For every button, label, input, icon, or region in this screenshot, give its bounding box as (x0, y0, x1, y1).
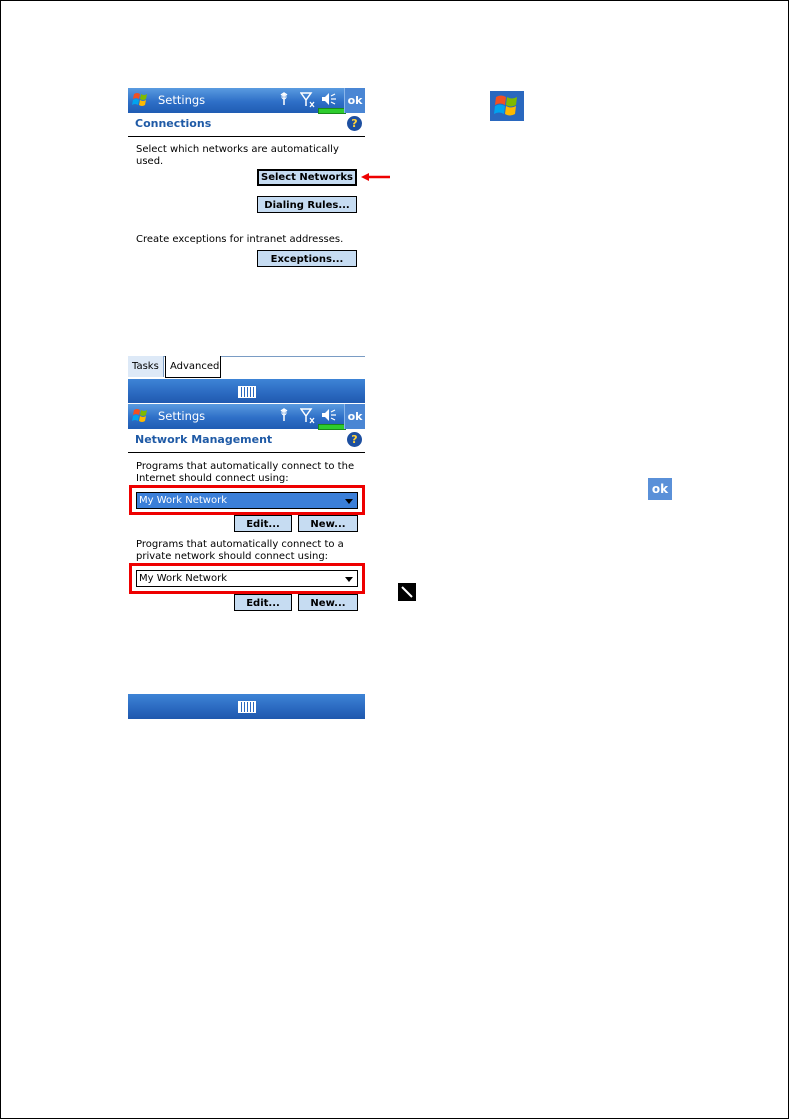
speaker-volume-icon[interactable] (321, 91, 337, 107)
tab-tasks[interactable]: Tasks (128, 356, 164, 377)
help-icon[interactable]: ? (347, 432, 362, 447)
stylus-pen-icon (398, 583, 416, 601)
title-bar (128, 404, 365, 429)
keyboard-icon[interactable] (238, 386, 256, 398)
red-pointer-arrow-icon (361, 173, 391, 181)
start-menu-flag-icon (490, 91, 524, 121)
ok-button[interactable]: ok (344, 88, 365, 113)
exceptions-button[interactable]: Exceptions... (257, 250, 357, 267)
section-title: Connections (135, 117, 212, 130)
internet-label-line1: Programs that automatically connect to the (136, 461, 355, 472)
select-networks-button[interactable]: Select Networks (257, 169, 357, 186)
ok-reference-icon: ok (648, 478, 672, 500)
private-network-dropdown[interactable] (136, 570, 358, 587)
title-bar (128, 88, 365, 113)
edit-private-button[interactable]: Edit... (234, 594, 292, 611)
start-menu-flag-icon[interactable] (131, 91, 151, 110)
internet-label-line2: Internet should connect using: (136, 473, 289, 484)
menu-bar (128, 379, 365, 403)
speaker-volume-icon[interactable] (321, 407, 337, 423)
ok-button[interactable]: ok (344, 404, 365, 429)
internet-network-value: My Work Network (139, 495, 227, 506)
section-title: Network Management (135, 433, 273, 446)
connectivity-icon[interactable] (278, 91, 290, 109)
window-title: Settings (158, 93, 206, 107)
exceptions-instruction: Create exceptions for intranet addresses. (136, 234, 344, 245)
chevron-down-icon (345, 499, 353, 504)
dialing-rules-button[interactable]: Dialing Rules... (257, 196, 357, 213)
tab-bar (128, 356, 365, 378)
private-label-line2: private network should connect using: (136, 551, 329, 562)
help-icon[interactable]: ? (347, 116, 362, 131)
network-management-screen (128, 404, 365, 722)
start-menu-flag-icon[interactable] (131, 407, 151, 426)
private-label-line1: Programs that automatically connect to a (136, 539, 344, 550)
keyboard-icon[interactable] (238, 701, 256, 713)
edit-internet-button[interactable]: Edit... (234, 515, 292, 532)
section-header (128, 114, 365, 137)
chevron-down-icon (345, 577, 353, 582)
tab-advanced[interactable]: Advanced (165, 356, 221, 378)
section-header (128, 430, 365, 453)
new-internet-button[interactable]: New... (298, 515, 358, 532)
signal-antenna-icon[interactable] (300, 91, 316, 109)
private-network-value: My Work Network (139, 573, 227, 584)
signal-antenna-icon[interactable] (300, 407, 316, 425)
window-title: Settings (158, 409, 206, 423)
menu-bar (128, 694, 365, 719)
internet-network-dropdown[interactable] (136, 492, 358, 509)
new-private-button[interactable]: New... (298, 594, 358, 611)
connectivity-icon[interactable] (278, 407, 290, 425)
networks-instruction: Select which networks are automatically used. (136, 144, 339, 167)
connections-screen (128, 88, 365, 403)
